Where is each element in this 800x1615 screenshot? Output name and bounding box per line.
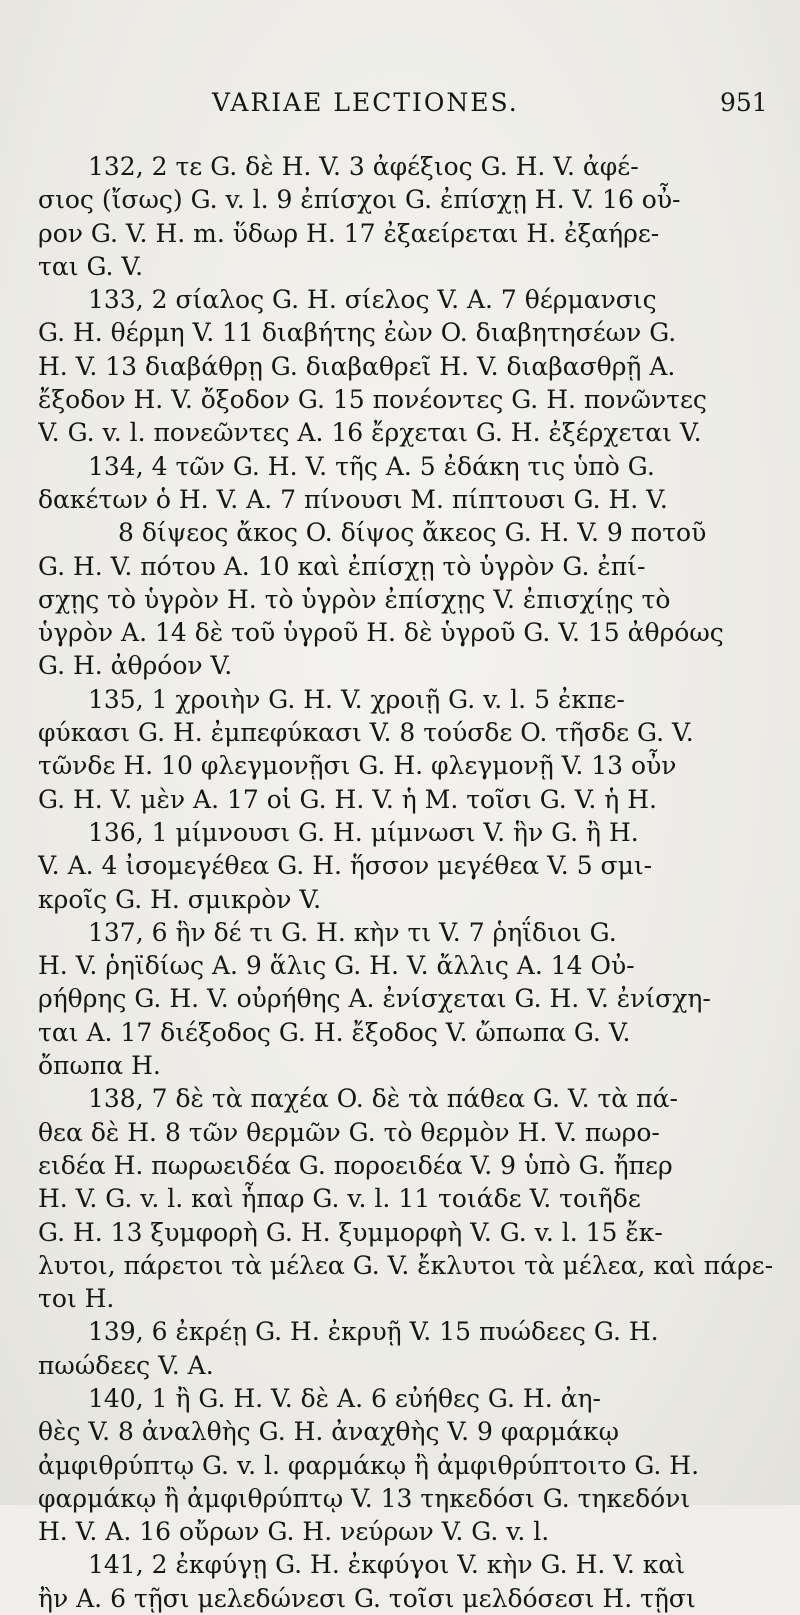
text-line: τοι H. <box>38 1284 115 1314</box>
text-line: 140, 1 ἢ G. H. V. δὲ A. 6 εὐήθες G. H. ἀη- <box>88 1383 601 1413</box>
text-line: 137, 6 ἣν δέ τι G. H. κὴν τι V. 7 ῥηΐδιοι G. <box>88 917 617 947</box>
text-line: H. V. G. v. l. καὶ ἧπαρ G. v. l. 11 τοιάδε V. τοιῆδε <box>38 1184 641 1214</box>
page-number: 951 <box>720 88 768 117</box>
text-line: πωώδεες V. A. <box>38 1350 214 1380</box>
text-line: 132, 2 τε G. δὲ H. V. 3 ἀφέξιος G. H. V. ἀφέ- <box>88 152 639 181</box>
text-line: ἀμφιθρύπτῳ G. v. l. φαρμάκῳ ἢ ἀμφιθρύπτοιτο G. H. <box>38 1450 700 1480</box>
page-header <box>0 88 800 128</box>
text-line: ἢν A. 6 τῇσι μελεδώνεσι G. τοῖσι μελδόσεσι H. τῇσι <box>38 1583 696 1613</box>
text-line: ται G. V. <box>38 251 144 281</box>
variant-readings-text <box>38 150 773 1615</box>
text-line: φαρμάκῳ ἢ ἀμφιθρύπτῳ V. 13 τηκεδόσι G. τηκεδόνι <box>38 1483 691 1513</box>
text-line: V. A. 4 ἰσομεγέθεα G. H. ἥσσον μεγέθεα V. 5 σμι- <box>38 851 653 881</box>
text-line: θεα δὲ H. 8 τῶν θερμῶν G. τὸ θερμὸν H. V. πωρο- <box>38 1117 660 1147</box>
text-line: 133, 2 σίαλος G. H. σίελος V. A. 7 θέρμανσις <box>88 285 657 315</box>
text-line: ρον G. V. H. m. ὕδωρ H. 17 ἐξαείρεται H. ἐξαήρε- <box>38 218 660 248</box>
text-line: θὲς V. 8 ἀναλθὴς G. H. ἀναχθὴς V. 9 φαρμάκῳ <box>38 1417 620 1447</box>
text-line: ἔξοδον H. V. ὄξοδον G. 15 πονέοντες G. H. πονῶντες <box>38 385 707 415</box>
text-line: σιος (ἴσως) G. v. l. 9 ἐπίσχοι G. ἐπίσχῃ H. V. 16 οὖ- <box>38 185 681 215</box>
text-line: κροῖς G. H. σμικρὸν V. <box>38 884 322 914</box>
text-line: H. V. 13 διαβάθρῃ G. διαβαθρεῖ H. V. διαβασθρῇ A. <box>38 351 676 381</box>
text-line: G. H. 13 ξυμφορὴ G. H. ξυμμορφὴ V. G. v. l. 15 ἔκ- <box>38 1217 663 1247</box>
text-line: V. G. v. l. πονεῶντες A. 16 ἔρχεται G. H. ἐξέρχεται V. <box>38 418 702 448</box>
text-line: G. H. θέρμη V. 11 διαβήτης ἐὼν O. διαβητησέων G. <box>38 318 677 348</box>
text-line: 136, 1 μίμνουσι G. H. μίμνωσι V. ἣν G. ἢ H. <box>88 817 639 847</box>
text-line: H. V. A. 16 οὔρων G. H. νεύρων V. G. v. l. <box>38 1517 550 1547</box>
text-line: ται A. 17 διέξοδος G. H. ἔξοδος V. ὤπωπα G. V. <box>38 1017 631 1047</box>
text-line: G. H. V. μὲν A. 17 οἱ G. H. V. ἡ M. τοῖσι G. V. ἡ H. <box>38 784 657 814</box>
text-line: ὑγρὸν A. 14 δὲ τοῦ ὑγροῦ H. δὲ ὑγροῦ G. V. 15 ἀθρόως <box>38 618 724 648</box>
text-line: φύκασι G. H. ἐμπεφύκασι V. 8 τούσδε O. τῆσδε G. V. <box>38 718 694 748</box>
text-line: G. H. ἀθρόον V. <box>38 651 233 681</box>
text-line: 8 δίψεος ἄκος O. δίψος ἄκεος G. H. V. 9 ποτοῦ <box>118 518 707 548</box>
text-line: σχῃς τὸ ὑγρὸν H. τὸ ὑγρὸν ἐπίσχῃς V. ἐπισχίῃς τὸ <box>38 584 671 614</box>
text-line: 141, 2 ἐκφύγῃ G. H. ἐκφύγοι V. κὴν G. H. V. καὶ <box>88 1550 686 1580</box>
text-line: 138, 7 δὲ τὰ παχέα O. δὲ τὰ πάθεα G. V. τὰ πά- <box>88 1084 678 1114</box>
text-line: λυτοι, πάρετοι τὰ μέλεα G. V. ἔκλυτοι τὰ μέλεα, καὶ πάρε- <box>38 1250 773 1280</box>
text-line: 139, 6 ἐκρέῃ G. H. ἐκρυῇ V. 15 πυώδεες G. H. <box>88 1317 659 1347</box>
text-line: τῶνδε H. 10 φλεγμονῇσι G. H. φλεγμονῇ V. 13 οὖν <box>38 751 677 781</box>
text-line: G. H. V. πότου A. 10 καὶ ἐπίσχῃ τὸ ὑγρὸν G. ἐπί- <box>38 551 646 581</box>
running-title: VARIAE LECTIONES. <box>212 88 519 117</box>
text-line: H. V. ῥηϊδίως A. 9 ἅλις G. H. V. ἄλλις A. 14 Οὐ- <box>38 951 635 981</box>
text-line: ὄπωπα H. <box>38 1051 161 1081</box>
text-line: δακέτων ὁ H. V. A. 7 πίνουσι M. πίπτουσι G. H. V. <box>38 484 668 514</box>
text-line: 134, 4 τῶν G. H. V. τῆς A. 5 ἐδάκη τις ὑπὸ G. <box>88 451 655 481</box>
text-line: 135, 1 χροιὴν G. H. V. χροιῇ G. v. l. 5 ἐκπε- <box>88 684 625 714</box>
text-line: ειδέα H. πωρωειδέα G. ποροειδέα V. 9 ὑπὸ G. ἤπερ <box>38 1150 673 1180</box>
text-line: ρήθρης G. H. V. οὐρήθης A. ἐνίσχεται G. H. V. ἐνίσχη- <box>38 984 711 1014</box>
